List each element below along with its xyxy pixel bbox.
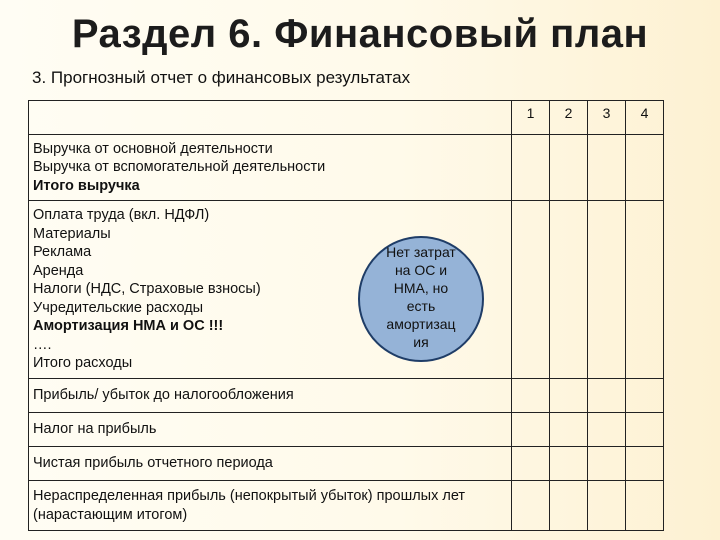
revenue-group-row: [29, 135, 664, 201]
value-cell: [626, 447, 664, 481]
value-cell: [626, 135, 664, 201]
period-header-1: 1: [512, 101, 550, 135]
value-cell: [512, 481, 550, 531]
value-cell: [550, 481, 588, 531]
row-label-rent: Аренда: [33, 262, 84, 279]
retained-earnings-row: [29, 481, 664, 531]
value-cell: [588, 201, 626, 379]
row-label-pretax-profit: Прибыль/ убыток до налогообложения: [29, 379, 512, 413]
row-label-income-tax: Налог на прибыль: [29, 413, 512, 447]
value-cell: [626, 201, 664, 379]
row-label-labor: Оплата труда (вкл. НДФЛ): [33, 207, 210, 224]
income-tax-row: [29, 413, 664, 447]
value-cell: [512, 135, 550, 201]
row-label-taxes: Налоги (НДС, Страховые взносы): [33, 281, 261, 298]
table-header-row: [29, 101, 664, 135]
row-label-materials: Материалы: [33, 225, 111, 242]
value-cell: [550, 447, 588, 481]
period-header-4: 4: [626, 101, 664, 135]
expenses-group-row: [29, 201, 664, 379]
value-cell: [550, 201, 588, 379]
callout-line: амортизац: [386, 316, 456, 332]
slide-title: Раздел 6. Финансовый план: [71, 12, 649, 56]
value-cell: [512, 447, 550, 481]
row-label-retained-earnings: Нераспределенная прибыль (непокрытый убыток) прошлых лет (нарастающим итогом): [29, 481, 512, 531]
value-cell: [588, 447, 626, 481]
period-header-3: 3: [588, 101, 626, 135]
row-label-advertising: Реклама: [33, 244, 92, 261]
callout-text: [374, 243, 468, 351]
period-header-2: 2: [550, 101, 588, 135]
callout-line: НМА, но: [393, 280, 449, 296]
value-cell: [550, 135, 588, 201]
row-label-main-revenue: Выручка от основной деятельности: [33, 140, 273, 157]
row-label-aux-revenue: Выручка от вспомогательной деятельности: [33, 159, 326, 176]
row-label-founding-costs: Учредительские расходы: [33, 299, 204, 316]
row-label-ellipsis: ….: [33, 336, 52, 353]
row-label-amortization: Амортизация НМА и ОС !!!: [33, 318, 224, 335]
slide-subtitle: 3. Прогнозный отчет о финансовых результатах: [32, 68, 411, 87]
pretax-profit-row: [29, 379, 664, 413]
row-label-net-profit: Чистая прибыль отчетного периода: [29, 447, 512, 481]
value-cell: [550, 413, 588, 447]
net-profit-row: [29, 447, 664, 481]
value-cell: [512, 379, 550, 413]
callout-line: на ОС и: [394, 262, 448, 278]
callout-line: есть: [406, 298, 436, 314]
callout-line: ия: [413, 334, 429, 350]
value-cell: [626, 481, 664, 531]
value-cell: [512, 201, 550, 379]
value-cell: [626, 413, 664, 447]
value-cell: [626, 379, 664, 413]
revenue-group-cell: [29, 135, 512, 201]
value-cell: [588, 135, 626, 201]
financial-results-table: [28, 100, 664, 531]
amortization-callout-circle: [358, 236, 484, 362]
row-label-total-revenue: Итого выручка: [33, 177, 140, 194]
value-cell: [512, 413, 550, 447]
value-cell: [588, 379, 626, 413]
callout-line: Нет затрат: [386, 244, 456, 260]
header-blank-cell: [29, 101, 512, 135]
value-cell: [550, 379, 588, 413]
value-cell: [588, 481, 626, 531]
row-label-total-expenses: Итого расходы: [33, 355, 133, 372]
value-cell: [588, 413, 626, 447]
